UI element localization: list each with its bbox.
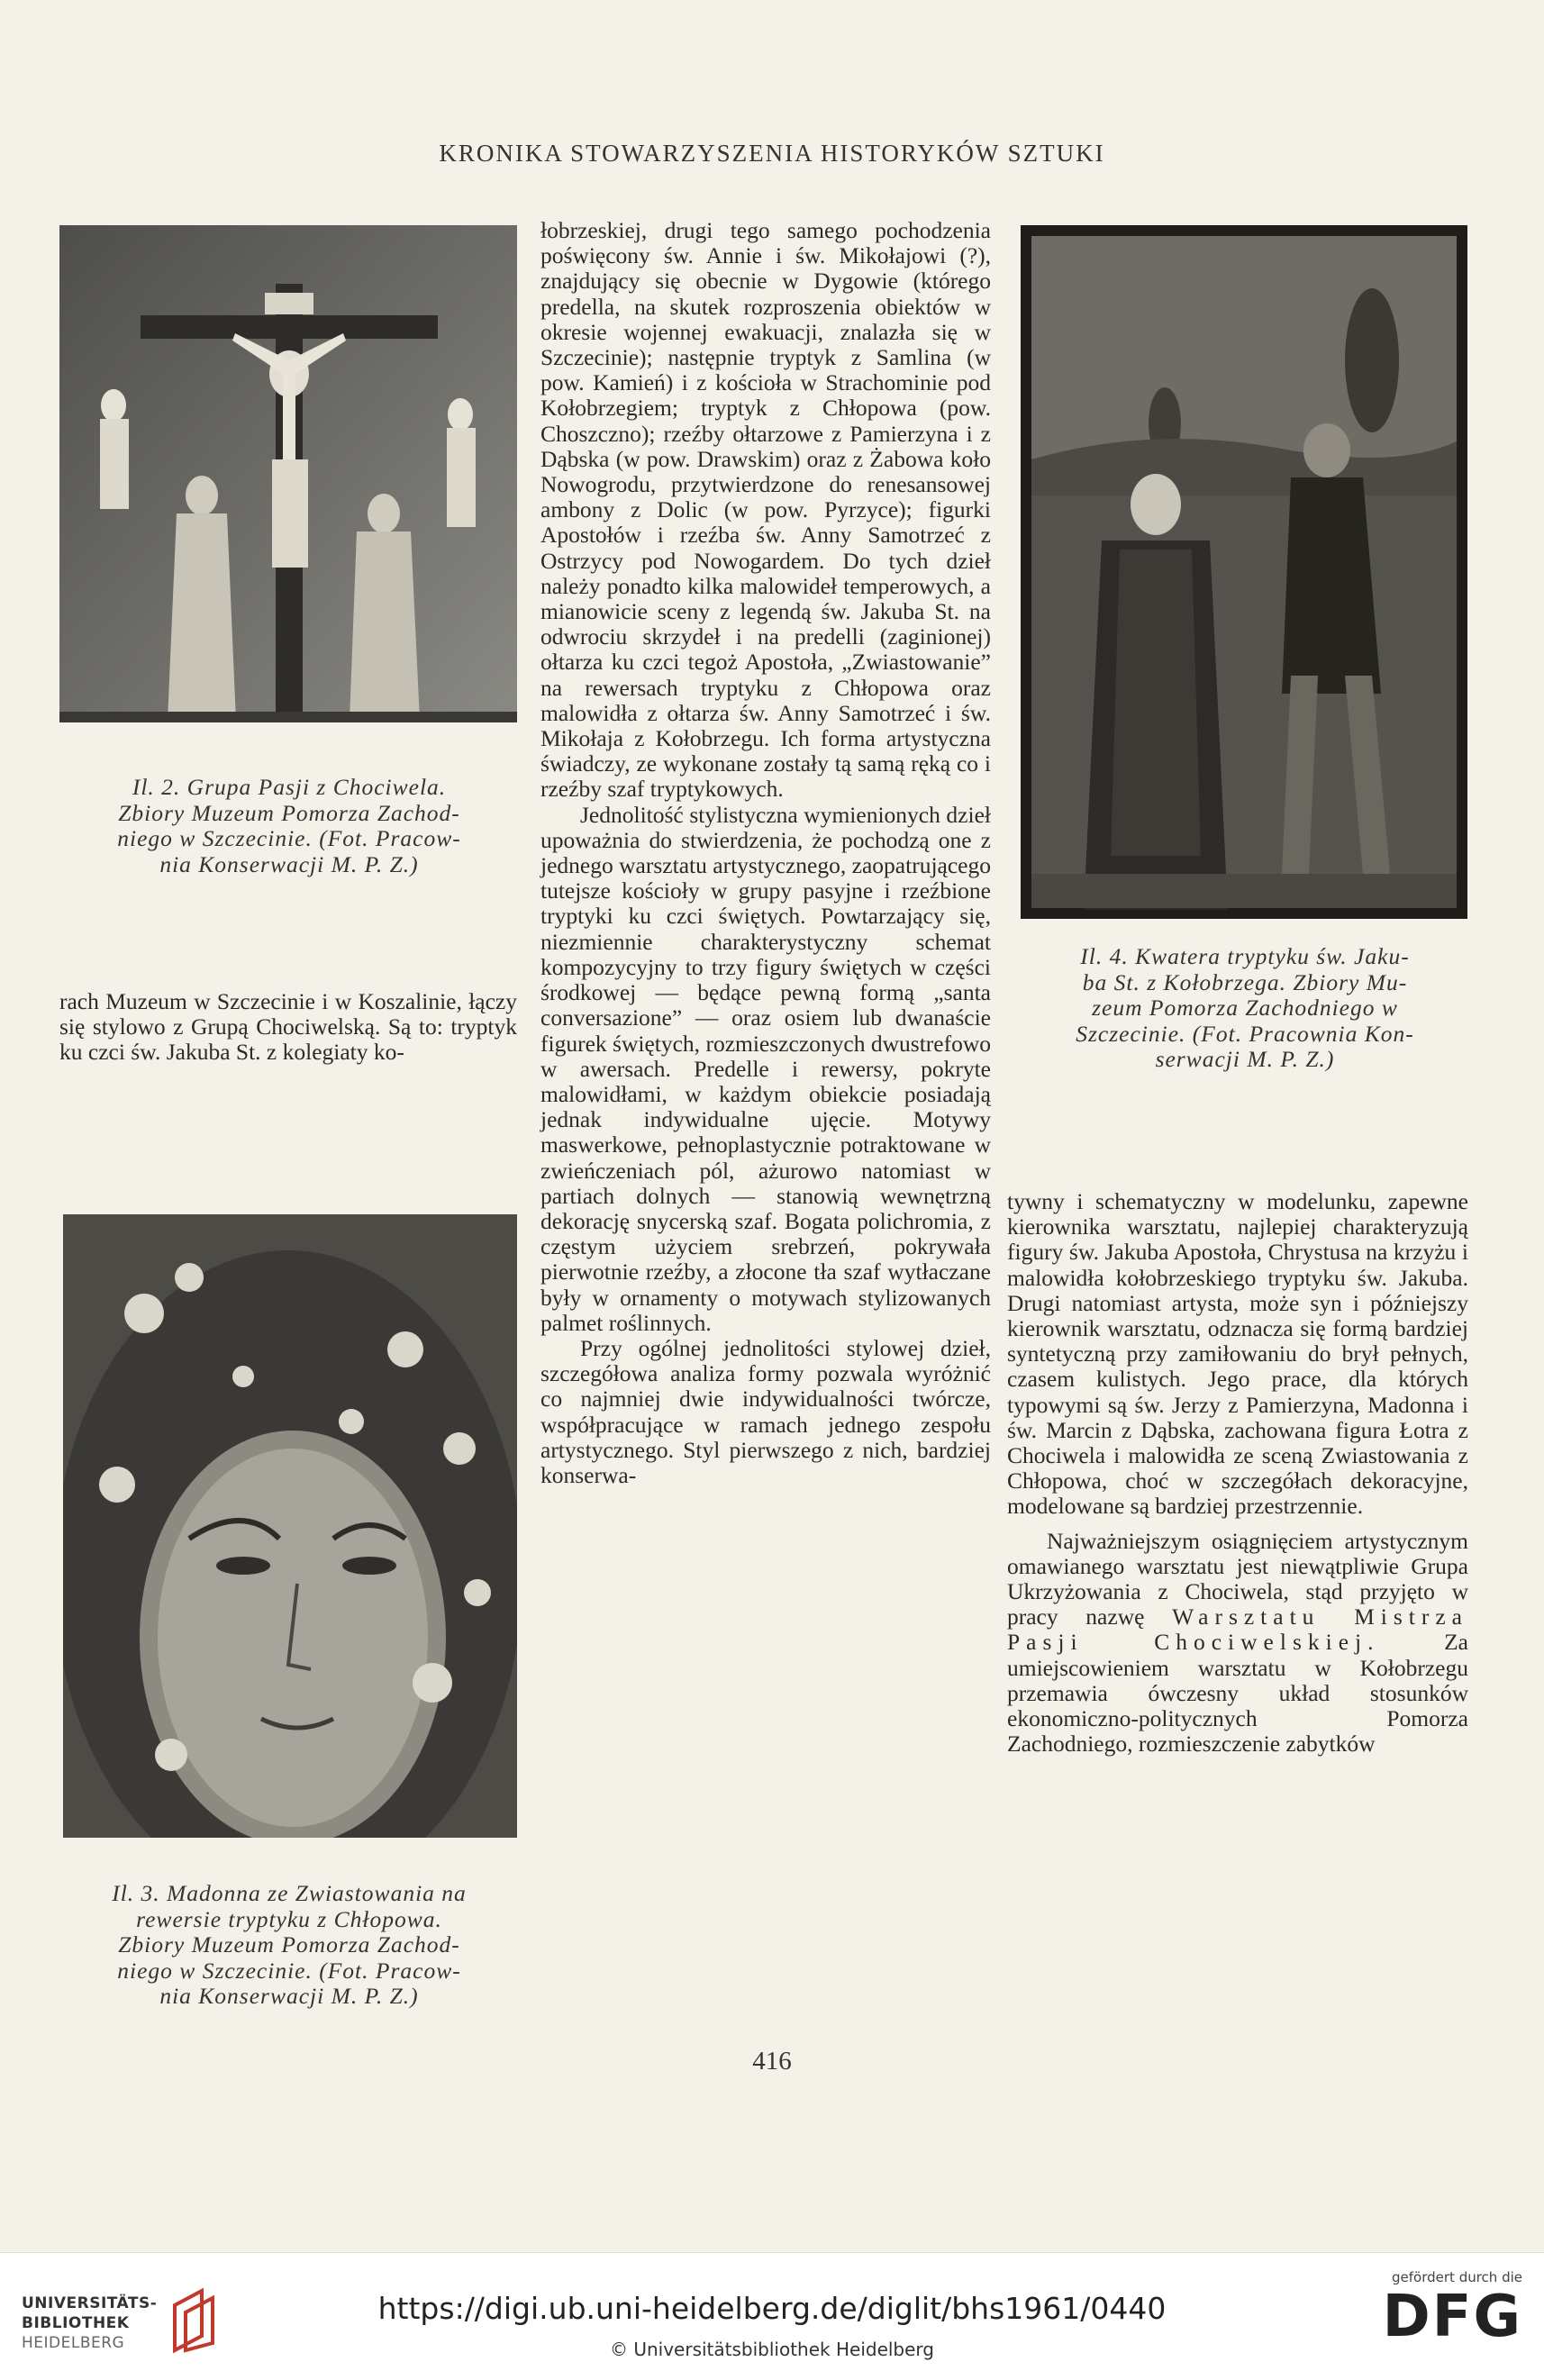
caption-line: nia Konserwacji M. P. Z.) xyxy=(159,1983,419,2010)
column-2-text xyxy=(540,218,991,1488)
page-number: 416 xyxy=(752,2047,792,2076)
paragraph: tywny i schematyczny w modelunku, zapewne kierownika warsztatu, najlepiej charakteryzują figury św. Jakuba Apostoła, Chrystusa na krzyżu i malowidła kołobrzeskiego tryptyku św. Jakuba. Drugi natomiast artysta, może syn i późniejszy kierownik warsztatu, odznacza się formą bardziej syntetyczną przy zamiłowaniu do brył pełnych, czasem kulistych. Jego prace, dla których typowymi są św. Jerzy z Pamierzyna, Madonna i św. Marcin z Dąbska, zachowana figura Łotra z Chociwela i malowidła ze sceną Zwiastowania z Chłopowa, choć w szczegółach dekoracyjne, modelowane są bardziej przestrzennie. xyxy=(1007,1188,1468,1520)
figure-3-caption xyxy=(56,1881,522,2010)
paragraph-text: Najważniejszym osiągnięciem artystycznym omawianego warsztatu jest niewątpliwie Grupa Ukrzyżowania z Chociwela, stąd przyjęto w pracy nazwę xyxy=(1007,1527,1468,1631)
footer-bar xyxy=(0,2252,1544,2380)
logo-line: HEIDELBERG xyxy=(22,2334,125,2352)
caption-line: Zbiory Muzeum Pomorza Zachod- xyxy=(118,1931,460,1958)
dfg-wordmark: DFG xyxy=(1382,2284,1522,2350)
paragraph: rach Muzeum w Szczecinie i w Koszalinie, łączy się stylowo z Grupą Chociwelską. Są to: tryptyk ku czci św. Jakuba St. z kolegiaty ko- xyxy=(59,988,517,1066)
caption-line: niego w Szczecinie. (Fot. Pracow- xyxy=(117,825,461,852)
caption-line: zeum Pomorza Zachodniego w xyxy=(1092,995,1398,1022)
figure-4-painting-photo xyxy=(1021,225,1467,919)
paragraph-text: Za umiejscowieniem warsztatu w Kołobrzegu przemawia ówczesny układ stosunków ekonomiczno-politycznych Pomorza Zachodniego, rozmieszczenie zabytków xyxy=(1007,1629,1468,1758)
figure-4-caption xyxy=(1016,944,1474,1073)
caption-line: Il. 3. Madonna ze Zwiastowania na xyxy=(112,1880,467,1906)
workshop-name-spaced: Warsztatu Mistrza Pasji Chociwelskiej. xyxy=(1007,1603,1468,1656)
paragraph: łobrzeskiej, drugi tego samego pochodzenia poświęcony św. Annie i św. Mikołajowi (?), znajdujący się obecnie w Dygowie (którego predella, na skutek rozproszenia obiektów w okresie wojennej ewakuacji, znalazła się w Szczecinie); następnie tryptyk z Samlina (w pow. Kamień) i z kościoła w Strachominie pod Kołobrzegiem; tryptyk z Chłopowa (pow. Choszczno); rzeźby ołtarzowe z Pamierzyna i z Dąbska (w pow. Drawskim) oraz z Żabowa koło Nowogrodu, przytwierdzone do renesansowej ambony z Dolic (w pow. Pyrzyce); figurki Apostołów i rzeźba św. Anny Samotrzeć z Ostrzycy pod Nowogardem. Do tych dzieł należy ponadto kilka malowideł temperowych, a mianowicie sceny z legendą św. Jakuba St. na odwrociu skrzydeł i na predelli (zaginionej) ołtarza ku czci tegoż Apostoła, „Zwiastowanie” na rewersach tryptyku z Chłopowa oraz malowidła z ołtarza św. Anny Samotrzeć i św. Mikołaja z Kołobrzegu. Ich forma artystyczna świadczy, ze wykonane zostały tą samą ręką co i rzeźby szaf tryptykowych. xyxy=(540,217,991,803)
figure-3-madonna-photo xyxy=(63,1214,517,1838)
caption-line: Zbiory Muzeum Pomorza Zachod- xyxy=(118,799,460,826)
dfg-logo[interactable] xyxy=(1378,2269,1522,2368)
caption-line: rewersie tryptyku z Chłopowa. xyxy=(136,1905,442,1932)
caption-line: niego w Szczecinie. (Fot. Pracow- xyxy=(117,1957,461,1984)
caption-line: Szczecinie. (Fot. Pracownia Kon- xyxy=(1076,1020,1414,1047)
caption-line: nia Konserwacji M. P. Z.) xyxy=(159,850,419,877)
caption-line: serwacji M. P. Z.) xyxy=(1155,1046,1335,1073)
figure-2-crucifixion-photo xyxy=(59,225,517,722)
running-head: KRONIKA STOWARZYSZENIA HISTORYKÓW SZTUKI xyxy=(439,140,1105,167)
logo-line: UNIVERSITÄTS- xyxy=(22,2294,158,2312)
column-3-text xyxy=(1007,1189,1468,1757)
caption-line: Il. 2. Grupa Pasji z Chociwela. xyxy=(132,774,447,800)
paragraph: Jednolitość stylistyczna wymienionych dzieł upoważnia do stwierdzenia, że pochodzą one z jednego warsztatu artystycznego, zaopatrującego tutejsze kościoły w grupy pasyjne i rzeźbione tryptyki ku czci świętych. Powtarzający się, niezmiennie charakterystyczny schemat kompozycyjny to trzy figury świętych w części środkowej — będące pewną formą „santa conversazione” — oraz osiem lub dwanaście figurek świętych, rozmieszczonych dwustrefowo w awersach. Predelle i rewersy, pokryte malowidłami, w każdym obiekcie posiadają jednak indywidualne ujęcie. Motywy maswerkowe, pełnoplastycznie potraktowane w zwieńczeniach pól, ażurowo natomiast w partiach dolnych — stanowią wewnętrzną dekorację snycerską szaf. Bogata polichromia, z częstym użyciem srebrzeń, pokrywała pierwotnie rzeźby, a złocone tła szaf wytłaczane były w ornamenty o motywach stylizowanych palmet roślinnych. xyxy=(540,801,991,1336)
permalink-url[interactable]: https://digi.ub.uni-heidelberg.de/diglit/bhs1961/0440 xyxy=(377,2291,1167,2326)
copyright-notice: © Universitätsbibliothek Heidelberg xyxy=(609,2339,934,2360)
column-1-text xyxy=(59,989,517,1066)
funder-note: gefördert durch die xyxy=(1392,2269,1522,2285)
paragraph: Przy ogólnej jednolitości stylowej dzieł, szczegółowa analiza formy pozwala wyróżnić co najmniej dwie indywidualności twórcze, współpracujące w ramach jednego zespołu artystycznego. Styl pierwszego z nich, bardziej konserwa- xyxy=(540,1334,991,1488)
caption-line: Il. 4. Kwatera tryptyku św. Jaku- xyxy=(1080,943,1410,969)
logo-line: BIBLIOTHEK xyxy=(22,2314,130,2332)
caption-line: ba St. z Kołobrzega. Zbiory Mu- xyxy=(1082,968,1408,995)
paragraph xyxy=(1007,1529,1468,1758)
figure-2-caption xyxy=(56,775,522,877)
